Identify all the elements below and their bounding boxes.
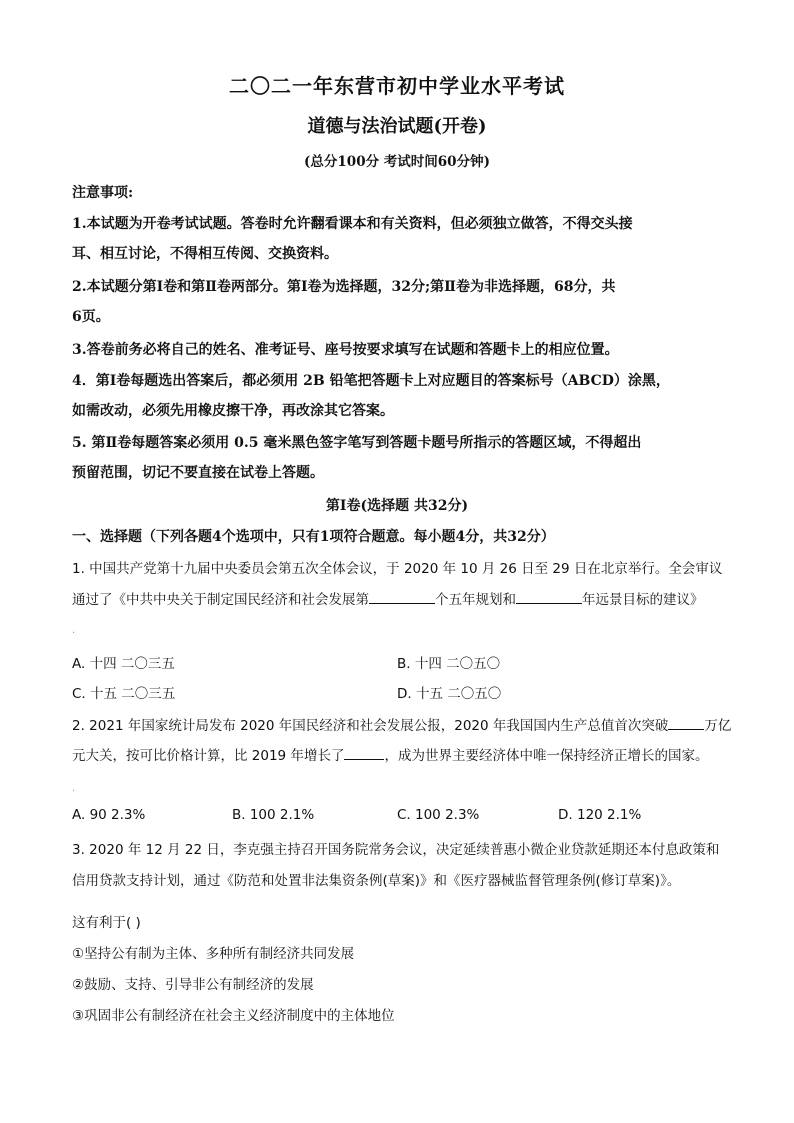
q2-option-b: B. 100 2.1% — [232, 807, 315, 823]
q1-option-a: A. 十四 二〇三五 — [72, 656, 175, 672]
notice-line: 耳、相互讨论，不得相互传阅、交换资料。 — [72, 246, 338, 262]
exam-meta: (总分100分 考试时间60分钟) — [304, 154, 490, 170]
q2-stem-part: 万亿 — [704, 718, 732, 734]
answer-blank — [516, 589, 582, 604]
q1-option-b: B. 十四 二〇五〇 — [397, 656, 501, 672]
q1-period: . — [72, 625, 76, 636]
notice-line: 3.答卷前务必将自己的姓名、准考证号、座号按要求填写在试题和答题卡上的相应位置。 — [72, 342, 619, 358]
notice-line: 6页。 — [72, 309, 110, 325]
notice-heading: 注意事项: — [72, 185, 134, 201]
answer-blank — [369, 589, 435, 604]
q2-stem-part: 2. 2021 年国家统计局发布 2020 年国民经济和社会发展公报，2020 年我国国内生产总值首次突破 — [72, 718, 669, 734]
notice-line: 如需改动，必须先用橡皮擦干净，再改涂其它答案。 — [72, 403, 394, 419]
exam-title: 二〇二一年东营市初中学业水平考试 — [229, 74, 565, 98]
q2-option-d: D. 120 2.1% — [558, 807, 642, 823]
answer-blank — [344, 745, 384, 760]
q1-stem-part: 年远景目标的建议》 — [582, 592, 704, 608]
notice-line: 5. 第Ⅱ卷每题答案必须用 0.5 毫米黑色签字笔写到答题卡题号所指示的答题区域，不得超出 — [72, 435, 642, 451]
notice-line: 4．第Ⅰ卷每题选出答案后，都必须用 2B 铅笔把答题卡上对应题目的答案标号（ABCD）涂黑， — [72, 373, 670, 389]
q2-option-a: A. 90 2.3% — [72, 807, 146, 823]
q3-stem-line: 信用贷款支持计划，通过《防范和处置非法集资条例(草案)》和《医疗器械监督管理条例(修订草案)》。 — [72, 873, 681, 889]
notice-line: 预留范围，切记不要直接在试卷上答题。 — [72, 465, 324, 481]
q1-option-d: D. 十五 二〇五〇 — [397, 686, 502, 702]
q3-statement: ②鼓励、支持、引导非公有制经济的发展 — [72, 977, 314, 993]
part1-heading: 第Ⅰ卷(选择题 共32分) — [325, 498, 469, 514]
notice-line: 1.本试题为开卷考试试题。答卷时允许翻看课本和有关资料，但必须独立做答，不得交头接 — [72, 216, 633, 232]
section-heading: 一、选择题（下列各题4个选项中，只有1项符合题意。每小题4分，共32分） — [72, 529, 555, 545]
q2-period: . — [72, 783, 76, 794]
q3-stem-line: 3. 2020 年 12 月 22 日，李克强主持召开国务院常务会议，决定延续普惠小微企业贷款延期还本付息政策和 — [72, 842, 720, 858]
notice-line: 2.本试题分第Ⅰ卷和第Ⅱ卷两部分。第Ⅰ卷为选择题，32分;第Ⅱ卷为非选择题，68分，共 — [72, 279, 616, 295]
q3-statement: ③巩固非公有制经济在社会主义经济制度中的主体地位 — [72, 1008, 395, 1024]
q1-stem-line: 1. 中国共产党第十九届中央委员会第五次全体会议，于 2020 年 10 月 26 日至 29 日在北京举行。全会审议 — [72, 561, 723, 577]
q2-stem-part: 元大关，按可比价格计算，比 2019 年增长了 — [72, 748, 345, 764]
q2-stem-line — [72, 714, 731, 734]
q2-option-c: C. 100 2.3% — [397, 807, 480, 823]
exam-subtitle: 道德与法治试题(开卷) — [307, 116, 487, 137]
q2-stem-line — [72, 744, 708, 764]
q3-stem-line: 这有利于( ) — [72, 915, 141, 931]
answer-blank — [668, 715, 704, 730]
q2-stem-part: ，成为世界主要经济体中唯一保持经济正增长的国家。 — [384, 748, 709, 764]
q1-stem-part: 个五年规划和 — [435, 592, 516, 608]
q1-option-c: C. 十五 二〇三五 — [72, 686, 176, 702]
q1-stem-line — [72, 588, 704, 608]
q1-stem-part: 通过了《中共中央关于制定国民经济和社会发展第 — [72, 592, 369, 608]
q3-statement: ①坚持公有制为主体、多种所有制经济共同发展 — [72, 946, 355, 962]
